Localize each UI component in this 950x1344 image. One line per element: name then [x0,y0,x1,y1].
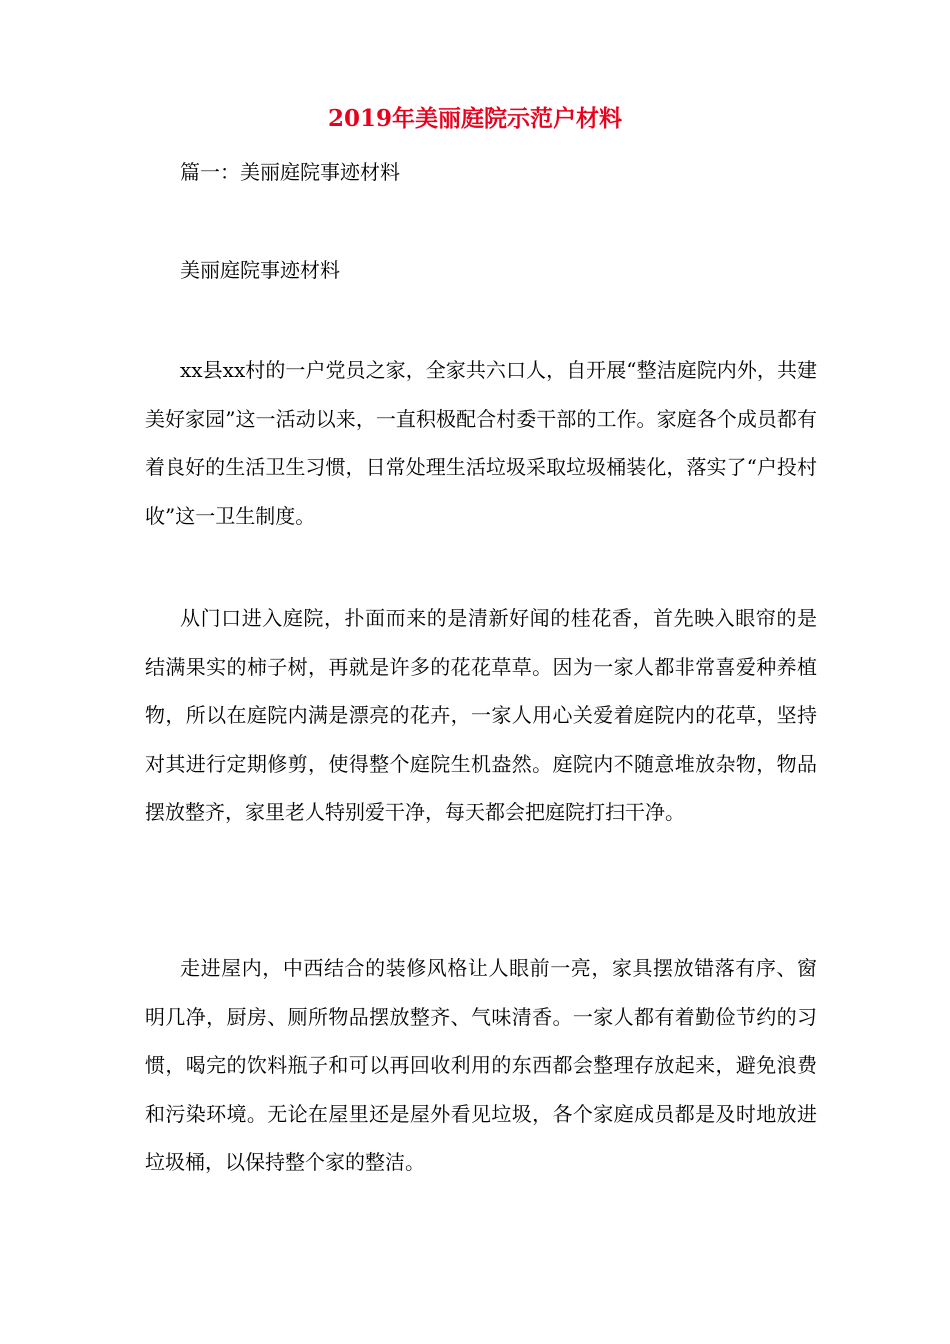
document-title: 2019年美丽庭院示范户材料 [327,105,622,132]
paragraph-3: 走进屋内，中西结合的装修风格让人眼前一亮，家具摆放错落有序、窗明几净，厨房、厕所物品摆放整齐、气味清香。一家人都有着勤俭节约的习惯，喝完的饮料瓶子和可以再回收利用的东西都会整理存放起来，避免浪费和污染环境。无论在屋里还是屋外看见垃圾，各个家庭成员都是及时地放进垃圾桶，以保持整个家的整洁。 [145,956,817,1174]
sub-heading: 美丽庭院事迹材料 [180,258,340,282]
section-heading: 篇一：美丽庭院事迹材料 [180,160,400,184]
paragraph-2: 从门口进入庭院，扑面而来的是清新好闻的桂花香，首先映入眼帘的是结满果实的柿子树，再就是许多的花花草草。因为一家人都非常喜爱种养植物，所以在庭院内满是漂亮的花卉，一家人用心关爱着庭院内的花草，坚持对其进行定期修剪，使得整个庭院生机盎然。庭院内不随意堆放杂物，物品摆放整齐，家里老人特别爱干净，每天都会把庭院打扫干净。 [145,606,817,824]
paragraph-1: xx县xx村的一户党员之家，全家共六口人，自开展“整洁庭院内外，共建美好家园”这一活动以来，一直积极配合村委干部的工作。家庭各个成员都有着良好的生活卫生习惯，日常处理生活垃圾采取垃圾桶装化，落实了“户投村收”这一卫生制度。 [145,358,817,528]
